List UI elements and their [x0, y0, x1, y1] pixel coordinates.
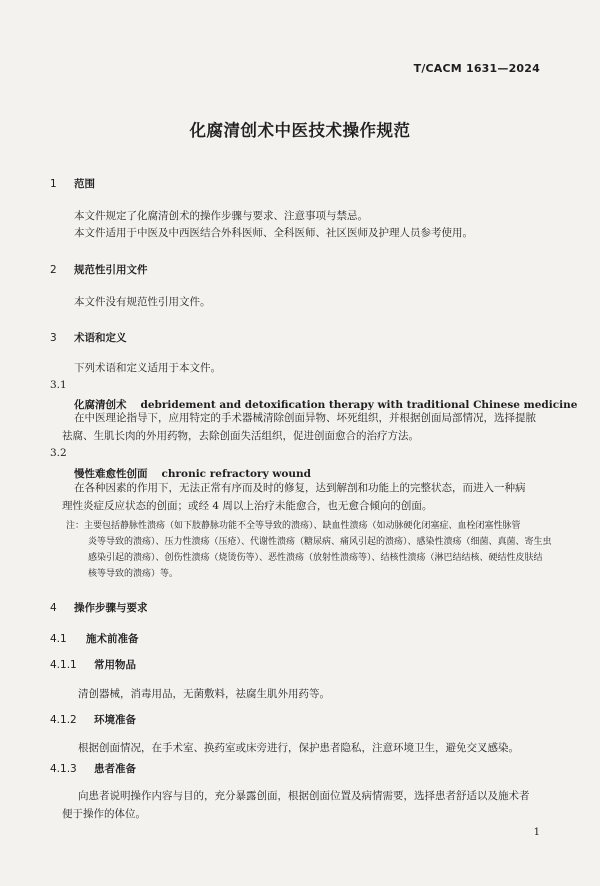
term-entry [74, 462, 311, 481]
page-number: 1 [533, 827, 540, 838]
paragraph-line: 便于操作的体位。 [62, 808, 146, 820]
subsection-4-1-1-heading [50, 657, 136, 672]
definition-line: 理性炎症反应状态的创面；或经 4 周以上治疗未能愈合，也无愈合倾向的创面。 [62, 500, 433, 512]
term-english: debridement and detoxification therapy with traditional Chinese medicine [140, 399, 578, 411]
note-line: 炎等导致的溃疡）、压力性溃疡（压疮）、代谢性溃疡（糖尿病、痛风引起的溃疡）、感染性溃疡（细菌、真菌、寄生虫 [88, 537, 552, 547]
section-number: 4.1.3 [50, 763, 77, 775]
section-number: 2 [50, 264, 57, 276]
subsection-4-1-heading [50, 631, 139, 646]
paragraph: 清创器械，消毒用品，无菌敷料，祛腐生肌外用药等。 [78, 688, 330, 700]
paragraph: 本文件适用于中医及中西医结合外科医师、全科医师、社区医师及护理人员参考使用。 [74, 227, 473, 239]
section-number: 4.1.1 [50, 659, 77, 671]
document-title: 化腐清创术中医技术操作规范 [189, 121, 411, 140]
section-number: 4 [50, 602, 57, 614]
section-title: 操作步骤与要求 [74, 602, 148, 614]
paragraph-line: 向患者说明操作内容与目的，充分暴露创面，根据创面位置及病情需要，选择患者舒适以及施术者 [78, 790, 530, 802]
paragraph: 根据创面情况，在手术室、换药室或床旁进行，保护患者隐私，注意环境卫生，避免交叉感染。 [78, 742, 519, 754]
definition-line: 在各种因素的作用下，无法正常有序而及时的修复，达到解剖和功能上的完整状态，而进入一种病 [74, 482, 526, 494]
paragraph: 下列术语和定义适用于本文件。 [74, 362, 221, 374]
section-title: 患者准备 [94, 763, 136, 775]
term-number: 3.2 [50, 447, 67, 459]
term-english: chronic refractory wound [161, 468, 311, 480]
section-title: 环境准备 [94, 714, 136, 726]
subsection-4-1-3-heading [50, 761, 136, 776]
section-number: 3 [50, 332, 57, 344]
definition-line: 在中医理论指导下，应用特定的手术器械清除创面异物、坏死组织，并根据创面局部情况，选择提脓 [74, 412, 536, 424]
term-chinese: 化腐清创术 [74, 399, 127, 411]
section-title: 规范性引用文件 [74, 264, 148, 276]
term-number: 3.1 [50, 379, 67, 391]
term-chinese: 慢性难愈性创面 [74, 468, 148, 480]
subsection-4-1-2-heading [50, 712, 136, 727]
section-4-heading [50, 600, 148, 615]
section-number: 1 [50, 178, 57, 190]
section-2-heading [50, 262, 148, 277]
section-title: 范围 [74, 178, 95, 190]
note-line: 注：主要包括静脉性溃疡（如下肢静脉功能不全等导致的溃疡）、缺血性溃疡（如动脉硬化闭塞症、血栓闭塞性脉管 [66, 521, 521, 531]
paragraph: 本文件没有规范性引用文件。 [74, 296, 211, 308]
section-1-heading [50, 176, 95, 191]
section-number: 4.1 [50, 633, 67, 645]
note-line: 核等导致的溃疡）等。 [88, 569, 179, 579]
section-title: 施术前准备 [86, 633, 139, 645]
section-title: 常用物品 [94, 659, 136, 671]
paragraph: 本文件规定了化腐清创术的操作步骤与要求、注意事项与禁忌。 [74, 210, 368, 222]
section-3-heading [50, 330, 127, 345]
note-line: 感染引起的溃疡）、创伤性溃疡（烧烫伤等）、恶性溃疡（放射性溃疡等）、结核性溃疡（淋巴结结核、硬结性皮肤结 [88, 553, 543, 563]
section-title: 术语和定义 [74, 332, 127, 344]
section-number: 4.1.2 [50, 714, 77, 726]
standard-number: T/CACM 1631—2024 [413, 62, 540, 75]
definition-line: 祛腐、生肌长肉的外用药物，去除创面失活组织，促进创面愈合的治疗方法。 [62, 430, 419, 442]
